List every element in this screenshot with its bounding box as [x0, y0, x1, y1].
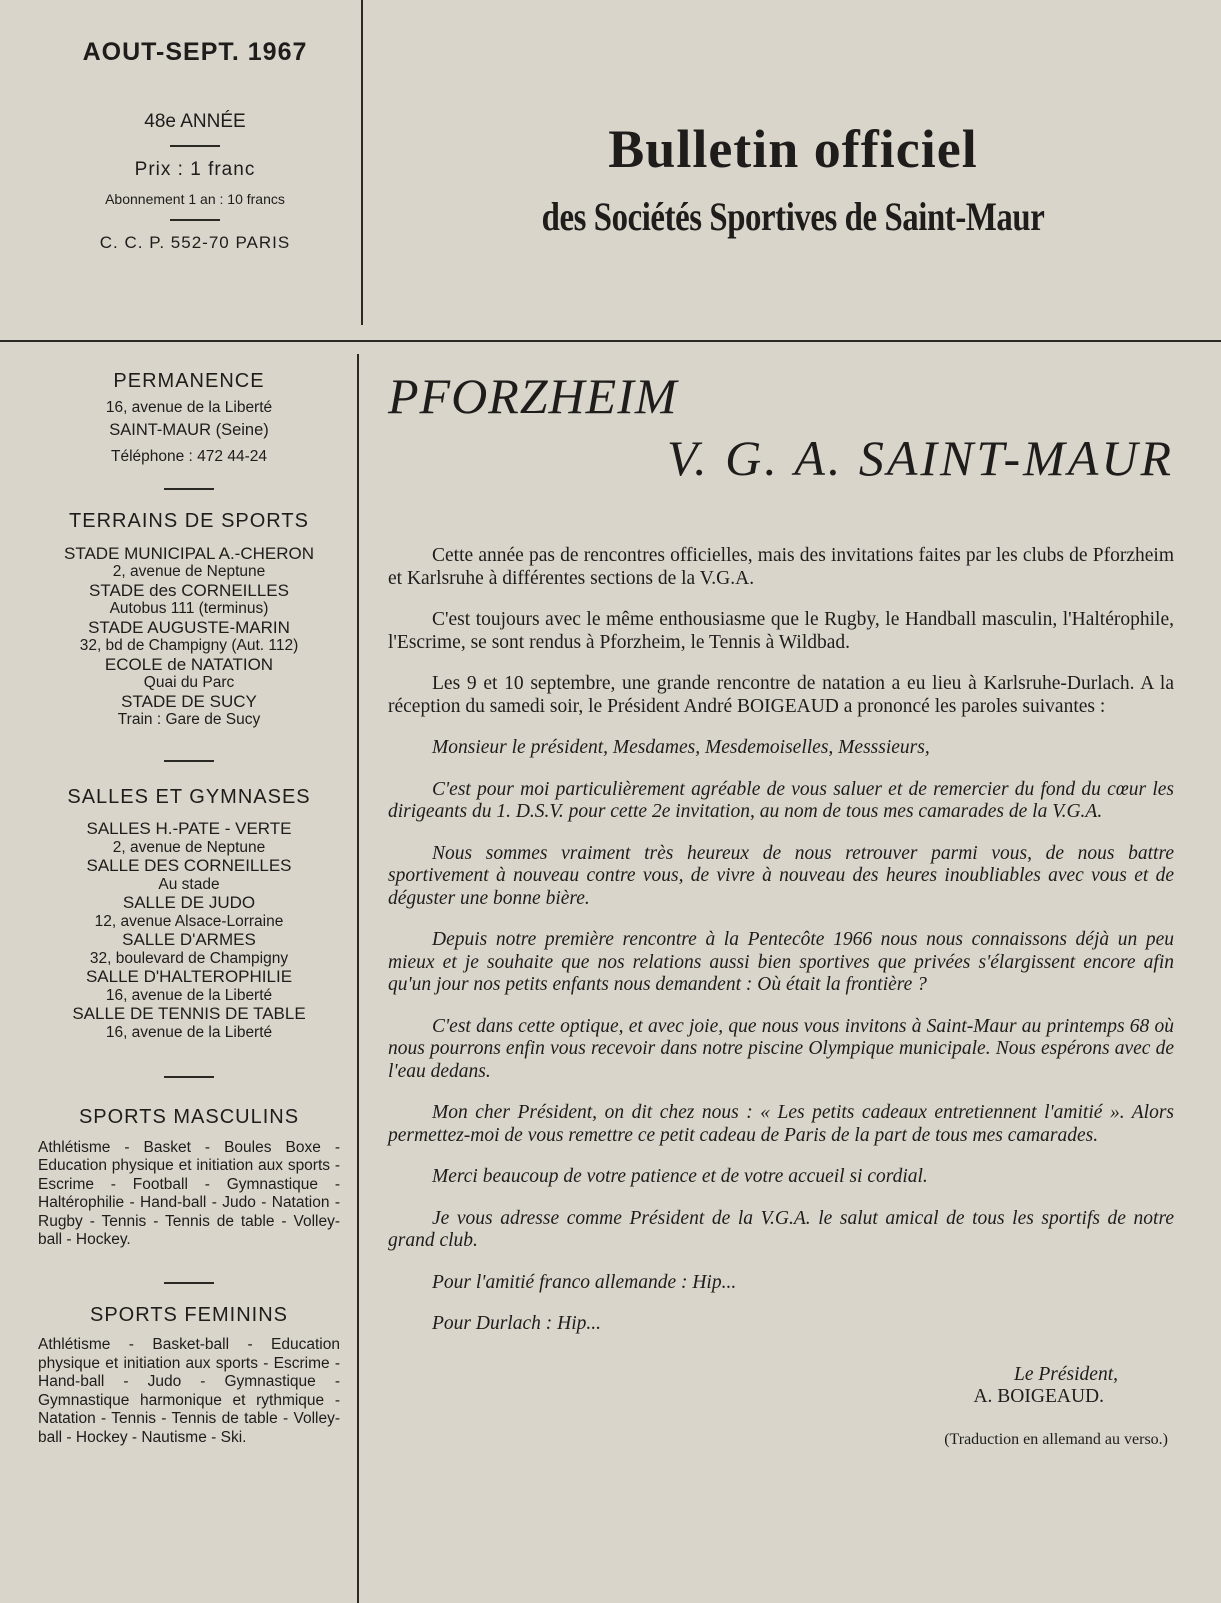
paragraph: Cette année pas de rencontres officielles, mais des invitations faites par les clubs de Pforzheim et Karlsruhe à différentes sections de la V.G.A. — [388, 545, 1174, 589]
address-line: 16, avenue de la Liberté — [105, 398, 273, 416]
headline-vga: V. G. A. SAINT-MAUR — [667, 429, 1174, 486]
bulletin-title: Bulletin officiel — [608, 119, 978, 179]
header-vertical-rule — [361, 0, 363, 325]
terrain-line: STADE MUNICIPAL A.-CHERON — [64, 543, 314, 563]
address-line: SAINT-MAUR (Seine) — [109, 421, 269, 439]
speech-paragraph: C'est dans cette optique, et avec joie, que nous vous invitons à Saint-Maur au printemps 68 où nous pourrons enfin vous recevoir dans notre piscine Olympique municipale. Nous espérons avec de l'eau dedans. — [388, 1015, 1174, 1082]
salles-section — [38, 785, 340, 1043]
salle-line: Au stade — [158, 875, 220, 893]
phone-line: Téléphone : 472 44-24 — [111, 447, 267, 465]
speech-paragraph: Mon cher Président, on dit chez nous : « Les petits cadeaux entretiennent l'amitié ». Alors permettez-moi de vous remettre ce petit cadeau de Paris de la part de tous mes camarades. — [388, 1102, 1174, 1146]
speech-paragraph: Pour l'amitié franco allemande : Hip... — [432, 1271, 737, 1293]
article — [388, 368, 1174, 1449]
ccp-account: C. C. P. 552-70 PARIS — [99, 233, 291, 252]
salle-line: SALLE DE TENNIS DE TABLE — [72, 1004, 306, 1023]
speech-paragraph: C'est pour moi particulièrement agréable de vous saluer et de remercier du fond du cœur les dirigeants du 1. D.S.V. pour cette 2e invitation, au nom de tous mes camarades de la V.G.A. — [388, 778, 1174, 822]
speech-paragraph: Je vous adresse comme Président de la V.G.A. le salut amical de tous les sportifs de notre grand club. — [388, 1207, 1174, 1251]
salle-line: SALLE DE JUDO — [122, 893, 256, 912]
salle-line: 16, avenue de la Liberté — [105, 986, 273, 1004]
header-bottom-rule — [0, 340, 1221, 342]
subscription: Abonnement 1 an : 10 francs — [105, 191, 285, 207]
salle-line: SALLE D'ARMES — [122, 930, 256, 949]
issue-info — [40, 38, 350, 253]
article-body — [388, 545, 1174, 1336]
divider — [164, 488, 214, 490]
signature-name: A. BOIGEAUD. — [973, 1386, 1104, 1407]
salle-line: 12, avenue Alsace-Lorraine — [94, 912, 284, 930]
salle-line: 32, boulevard de Champigny — [89, 949, 289, 967]
section-heading: SALLES ET GYMNASES — [67, 785, 311, 808]
sports-feminins-section — [38, 1303, 340, 1448]
speech-paragraph: Nous sommes vraiment très heureux de nous retrouver parmi vous, de nous battre sportivement à nouveau contre vous, de vivre à nouveau des heures inoubliables avec vous et de déguster une bonne bière. — [388, 842, 1174, 909]
body-vertical-rule — [357, 354, 359, 1603]
divider — [164, 760, 214, 762]
salle-line: 2, avenue de Neptune — [112, 838, 266, 856]
salle-line: SALLES H.-PATE - VERTE — [86, 819, 292, 838]
speech-paragraph: Depuis notre première rencontre à la Pentecôte 1966 nous nous connaissons déjà un peu mieux et je souhaite que nos relations aussi bien sportives que privées s'élargissent encore afin qu'un jour nos petits enfants nous demandent : Où était la frontière ? — [388, 929, 1174, 995]
speech-paragraph: Monsieur le président, Mesdames, Mesdemoiselles, Messsieurs, — [432, 737, 930, 758]
terrain-line: STADE DE SUCY — [121, 691, 257, 711]
signature-title: Le Président, — [1014, 1363, 1118, 1385]
terrain-line: 32, bd de Champigny (Aut. 112) — [79, 637, 299, 654]
sidebar — [38, 372, 340, 1447]
salle-line: 16, avenue de la Liberté — [105, 1023, 273, 1041]
terrain-line: STADE des CORNEILLES — [89, 580, 289, 600]
masthead — [365, 120, 1221, 240]
sports-list: Athlétisme - Basket-ball - Education physique et initiation aux sports - Escrime - Hand-ball - Judo - Gymnastique - Gymnastique harmonique et rythmique - Natation - Tennis - Tennis de table - Volley-ball - Hockey - Nautisme - Ski. — [38, 1336, 340, 1446]
sports-list: Athlétisme - Basket - Boules Boxe - Education physique et initiation aux sports - Escrime - Football - Gymnastique - Haltérophilie - Hand-ball - Judo - Natation - Rugby - Tennis - Tennis de table - Volley-ball - Hockey. — [38, 1138, 340, 1248]
sports-masculins-section — [38, 1108, 340, 1250]
divider — [164, 1076, 214, 1078]
permanence-section — [38, 372, 340, 466]
terrain-line: STADE AUGUSTE-MARIN — [88, 617, 290, 637]
divider — [170, 145, 220, 147]
signature — [388, 1364, 1118, 1409]
terrain-line: Train : Gare de Sucy — [117, 711, 261, 728]
terrain-line: Autobus 111 (terminus) — [109, 600, 269, 617]
divider — [170, 219, 220, 221]
terrains-section — [38, 512, 340, 730]
terrain-line: ECOLE de NATATION — [104, 654, 274, 674]
paragraph: Les 9 et 10 septembre, une grande rencontre de natation a eu lieu à Karlsruhe-Durlach. A la réception du samedi soir, le Président André BOIGEAUD a prononcé les paroles suivantes : — [388, 673, 1174, 717]
divider — [164, 1282, 214, 1284]
headline-pforzheim: PFORZHEIM — [388, 368, 678, 424]
speech-paragraph: Pour Durlach : Hip... — [432, 1313, 601, 1334]
salle-line: SALLE DES CORNEILLES — [86, 856, 292, 875]
salle-line: SALLE D'HALTEROPHILIE — [85, 967, 293, 986]
speech-paragraph: Merci beaucoup de votre patience et de votre accueil si cordial. — [432, 1166, 928, 1187]
year-label: 48e ANNÉE — [144, 111, 246, 132]
paragraph: C'est toujours avec le même enthousiasme que le Rugby, le Handball masculin, l'Haltérophile, l'Escrime, se sont rendus à Pforzheim, le Tennis à Wildbad. — [388, 609, 1174, 653]
price: Prix : 1 franc — [134, 159, 256, 180]
section-heading: TERRAINS DE SPORTS — [69, 510, 309, 532]
section-heading: SPORTS MASCULINS — [78, 1106, 300, 1128]
terrain-line: Quai du Parc — [143, 674, 235, 691]
translation-note: (Traduction en allemand au verso.) — [944, 1430, 1168, 1448]
section-heading: PERMANENCE — [113, 370, 265, 392]
bulletin-subtitle: des Sociétés Sportives de Saint-Maur — [541, 194, 1045, 240]
section-heading: SPORTS FEMININS — [90, 1303, 288, 1326]
issue-date: AOUT-SEPT. 1967 — [82, 38, 308, 66]
terrain-line: 2, avenue de Neptune — [112, 563, 266, 580]
